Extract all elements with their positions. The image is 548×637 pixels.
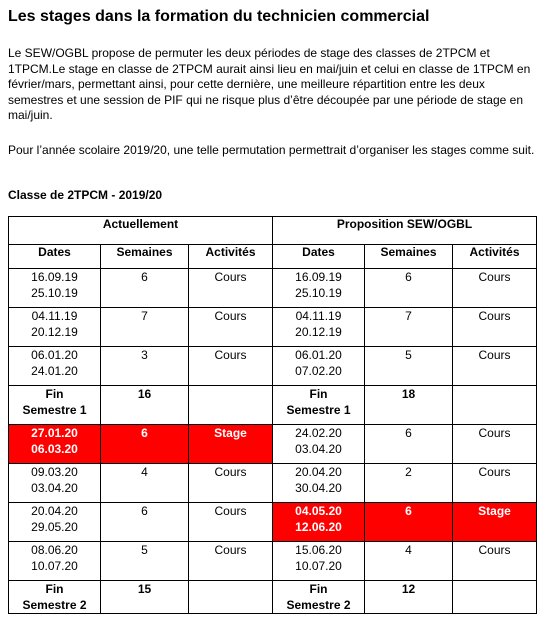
activity-cell: Cours bbox=[189, 347, 273, 386]
start-date: 06.01.20 bbox=[295, 348, 342, 362]
activity-cell: Cours bbox=[453, 308, 537, 347]
start-date: 08.06.20 bbox=[31, 543, 78, 557]
column-header-row bbox=[9, 245, 537, 269]
weeks-cell: 6 bbox=[365, 503, 453, 542]
table-row bbox=[9, 503, 537, 542]
start-date: 15.06.20 bbox=[295, 543, 342, 557]
total-weeks-cell: 15 bbox=[101, 581, 189, 614]
activity-cell: Stage bbox=[453, 503, 537, 542]
semester-total-row bbox=[9, 581, 537, 614]
end-date: 10.07.20 bbox=[295, 559, 342, 573]
activity-cell: Cours bbox=[453, 347, 537, 386]
activity-cell: Cours bbox=[189, 464, 273, 503]
semester-total-row bbox=[9, 386, 537, 425]
class-heading: Classe de 2TPCM - 2019/20 bbox=[8, 188, 163, 202]
dates-cell bbox=[9, 542, 101, 581]
weeks-cell: 6 bbox=[365, 425, 453, 464]
group-header-row bbox=[9, 217, 537, 245]
start-date: 06.01.20 bbox=[31, 348, 78, 362]
table-row bbox=[9, 347, 537, 386]
dates-cell bbox=[273, 347, 365, 386]
semester-label-cell bbox=[9, 581, 101, 614]
activity-cell: Cours bbox=[453, 464, 537, 503]
weeks-cell: 3 bbox=[101, 347, 189, 386]
end-date: 12.06.20 bbox=[295, 520, 342, 534]
end-date: 03.04.20 bbox=[295, 442, 342, 456]
start-date: 16.09.19 bbox=[31, 270, 78, 284]
weeks-cell: 6 bbox=[365, 269, 453, 308]
weeks-cell: 6 bbox=[101, 503, 189, 542]
weeks-cell: 5 bbox=[365, 347, 453, 386]
column-header-activities: Activités bbox=[189, 245, 273, 269]
start-date: 27.01.20 bbox=[31, 426, 78, 440]
summary-paragraph: Pour l’année scolaire 2019/20, une telle permutation permettrait d’organiser les stages comme suit. bbox=[8, 143, 535, 157]
dates-cell bbox=[9, 464, 101, 503]
activity-cell: Cours bbox=[453, 425, 537, 464]
table-row bbox=[9, 308, 537, 347]
dates-cell bbox=[9, 425, 101, 464]
activity-cell: Stage bbox=[189, 425, 273, 464]
column-header-dates: Dates bbox=[273, 245, 365, 269]
table-row bbox=[9, 542, 537, 581]
start-date: 16.09.19 bbox=[295, 270, 342, 284]
end-date: 20.12.19 bbox=[31, 325, 78, 339]
semester-label-line: Semestre 2 bbox=[22, 598, 87, 612]
start-date: 20.04.20 bbox=[31, 504, 78, 518]
table-row bbox=[9, 425, 537, 464]
weeks-cell: 4 bbox=[101, 464, 189, 503]
group-header-current: Actuellement bbox=[9, 217, 273, 245]
weeks-cell: 2 bbox=[365, 464, 453, 503]
dates-cell bbox=[9, 503, 101, 542]
semester-label-line: Fin bbox=[45, 387, 64, 401]
column-header-weeks: Semaines bbox=[101, 245, 189, 269]
semester-label-cell bbox=[9, 386, 101, 425]
end-date: 10.07.20 bbox=[31, 559, 78, 573]
schedule-body bbox=[9, 269, 537, 614]
weeks-cell: 5 bbox=[101, 542, 189, 581]
end-date: 03.04.20 bbox=[31, 481, 78, 495]
activity-cell bbox=[453, 581, 537, 614]
column-header-weeks: Semaines bbox=[365, 245, 453, 269]
end-date: 24.01.20 bbox=[31, 364, 78, 378]
dates-cell bbox=[273, 269, 365, 308]
dates-cell bbox=[9, 269, 101, 308]
dates-cell bbox=[273, 503, 365, 542]
activity-cell bbox=[189, 386, 273, 425]
document-title: Les stages dans la formation du technicien commercial bbox=[8, 8, 430, 25]
end-date: 07.02.20 bbox=[295, 364, 342, 378]
end-date: 25.10.19 bbox=[31, 286, 78, 300]
semester-label-cell bbox=[273, 386, 365, 425]
weeks-cell: 6 bbox=[101, 425, 189, 464]
semester-label-line: Semestre 2 bbox=[286, 598, 351, 612]
end-date: 30.04.20 bbox=[295, 481, 342, 495]
dates-cell bbox=[9, 347, 101, 386]
semester-label-cell bbox=[273, 581, 365, 614]
semester-label-line: Fin bbox=[45, 582, 64, 596]
table-row bbox=[9, 464, 537, 503]
start-date: 04.11.19 bbox=[31, 309, 78, 323]
semester-label-line: Semestre 1 bbox=[22, 403, 87, 417]
table-row bbox=[9, 269, 537, 308]
group-header-proposal: Proposition SEW/OGBL bbox=[273, 217, 537, 245]
activity-cell: Cours bbox=[453, 269, 537, 308]
weeks-cell: 7 bbox=[101, 308, 189, 347]
column-header-dates: Dates bbox=[9, 245, 101, 269]
dates-cell bbox=[273, 425, 365, 464]
weeks-cell: 7 bbox=[365, 308, 453, 347]
activity-cell: Cours bbox=[189, 503, 273, 542]
dates-cell bbox=[273, 464, 365, 503]
activity-cell bbox=[453, 386, 537, 425]
end-date: 29.05.20 bbox=[31, 520, 78, 534]
semester-label-line: Fin bbox=[309, 582, 328, 596]
dates-cell bbox=[273, 308, 365, 347]
weeks-cell: 4 bbox=[365, 542, 453, 581]
weeks-cell: 6 bbox=[101, 269, 189, 308]
column-header-activities: Activités bbox=[453, 245, 537, 269]
activity-cell: Cours bbox=[189, 542, 273, 581]
start-date: 20.04.20 bbox=[295, 465, 342, 479]
total-weeks-cell: 12 bbox=[365, 581, 453, 614]
activity-cell: Cours bbox=[189, 269, 273, 308]
activity-cell: Cours bbox=[189, 308, 273, 347]
end-date: 06.03.20 bbox=[31, 442, 78, 456]
activity-cell: Cours bbox=[453, 542, 537, 581]
start-date: 04.11.19 bbox=[295, 309, 342, 323]
end-date: 20.12.19 bbox=[295, 325, 342, 339]
schedule-table bbox=[8, 216, 537, 614]
total-weeks-cell: 18 bbox=[365, 386, 453, 425]
semester-label-line: Fin bbox=[309, 387, 328, 401]
total-weeks-cell: 16 bbox=[101, 386, 189, 425]
start-date: 09.03.20 bbox=[31, 465, 78, 479]
start-date: 24.02.20 bbox=[295, 426, 342, 440]
start-date: 04.05.20 bbox=[295, 504, 342, 518]
semester-label-line: Semestre 1 bbox=[286, 403, 351, 417]
intro-paragraph: Le SEW/OGBL propose de permuter les deux périodes de stage des classes de 2TPCM et 1TPCM.Le stage en classe de 2TPCM aurait ainsi lieu en mai/juin et celui en classe de 1TPCM en février/mars, permettant ainsi, pour cette dernière, une meilleure répartition entre les deux semestres et une session de PIF qui ne risque plus d’être découpée par une période de stage en mai/juin. bbox=[8, 46, 531, 122]
dates-cell bbox=[9, 308, 101, 347]
end-date: 25.10.19 bbox=[295, 286, 342, 300]
dates-cell bbox=[273, 542, 365, 581]
activity-cell bbox=[189, 581, 273, 614]
